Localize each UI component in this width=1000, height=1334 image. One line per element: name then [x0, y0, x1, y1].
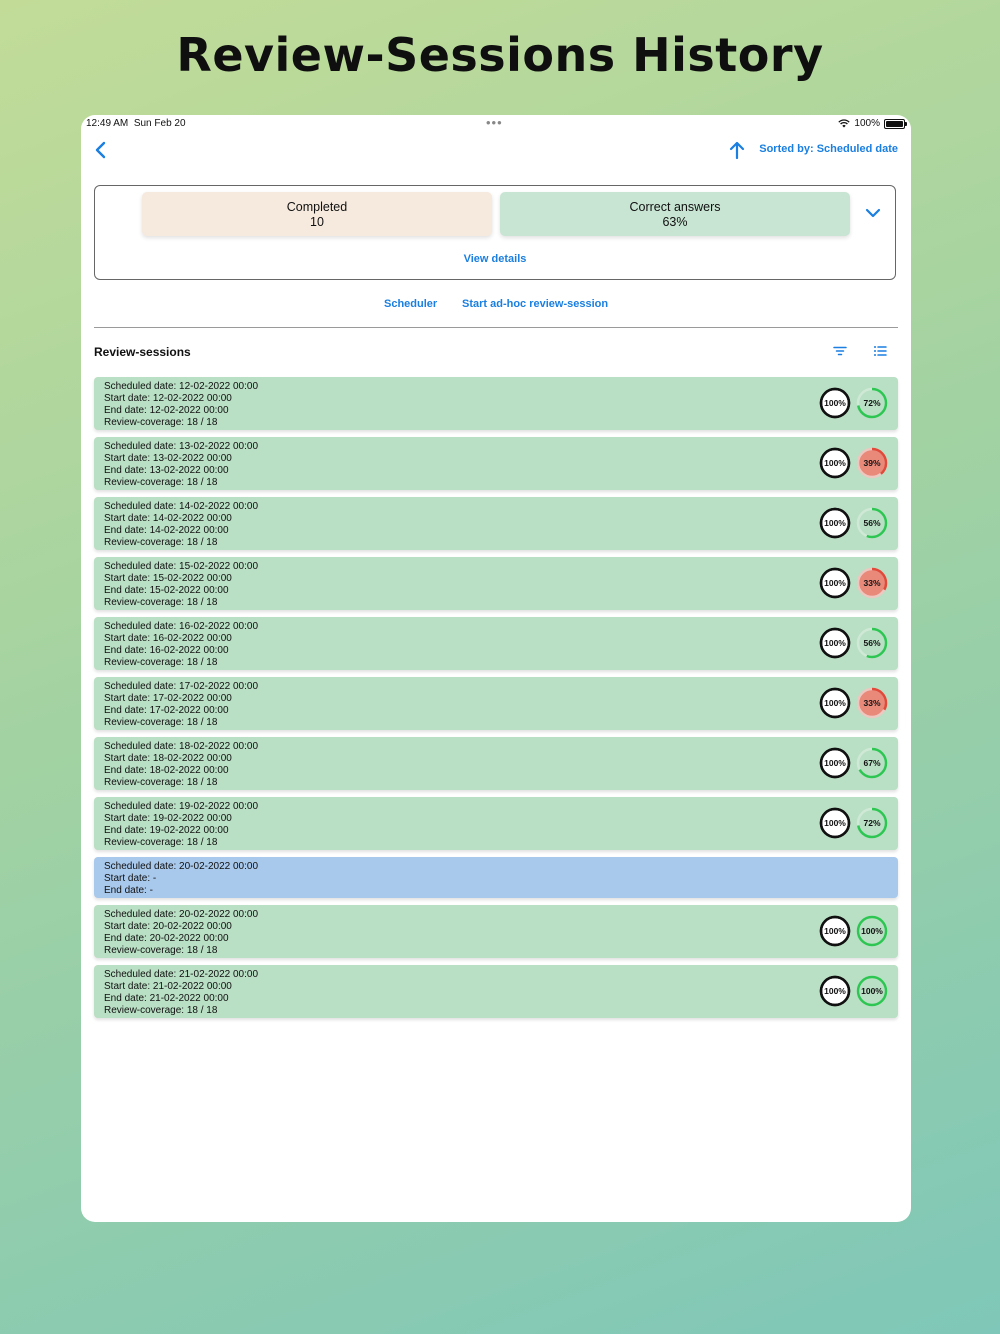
- session-row[interactable]: [94, 905, 898, 958]
- sort-label[interactable]: Sorted by: Scheduled date: [759, 143, 898, 155]
- end-date-text: End date: 12-02-2022 00:00: [104, 405, 229, 416]
- coverage-ring-value: 100%: [824, 698, 846, 708]
- session-row[interactable]: [94, 617, 898, 670]
- section-title: Review-sessions: [94, 345, 191, 359]
- start-date-text: Start date: 18-02-2022 00:00: [104, 753, 232, 764]
- review-coverage-text: Review-coverage: 18 / 18: [104, 945, 218, 956]
- start-date-text: Start date: 13-02-2022 00:00: [104, 453, 232, 464]
- status-time: 12:49 AM: [86, 118, 129, 129]
- session-row[interactable]: [94, 437, 898, 490]
- score-ring-value: 33%: [863, 698, 881, 708]
- coverage-ring: [819, 627, 851, 659]
- end-date-text: End date: 17-02-2022 00:00: [104, 705, 229, 716]
- score-ring-value: 72%: [863, 818, 881, 828]
- coverage-ring: [819, 387, 851, 419]
- coverage-ring-value: 100%: [824, 926, 846, 936]
- session-details: [104, 741, 258, 789]
- end-date-text: End date: 20-02-2022 00:00: [104, 933, 229, 944]
- end-date-text: End date: 15-02-2022 00:00: [104, 585, 229, 596]
- review-coverage-text: Review-coverage: 18 / 18: [104, 477, 218, 488]
- view-details-link[interactable]: View details: [463, 253, 527, 265]
- action-links: [81, 298, 911, 314]
- battery-percent: 100%: [854, 118, 880, 129]
- status-right: [838, 118, 905, 129]
- start-date-text: Start date: 19-02-2022 00:00: [104, 813, 232, 824]
- score-ring: [856, 447, 888, 479]
- review-coverage-text: Review-coverage: 18 / 18: [104, 837, 218, 848]
- session-row[interactable]: [94, 557, 898, 610]
- review-coverage-text: Review-coverage: 18 / 18: [104, 657, 218, 668]
- session-details: [104, 561, 258, 609]
- coverage-ring: [819, 747, 851, 779]
- score-ring-value: 39%: [863, 458, 881, 468]
- score-ring: [856, 975, 888, 1007]
- start-adhoc-session-link[interactable]: Start ad-hoc review-session: [462, 298, 609, 310]
- coverage-ring-value: 100%: [824, 578, 846, 588]
- end-date-text: End date: 16-02-2022 00:00: [104, 645, 229, 656]
- score-ring-value: 100%: [861, 926, 883, 936]
- end-date-text: End date: 14-02-2022 00:00: [104, 525, 229, 536]
- sort-direction-arrow-icon[interactable]: [728, 139, 746, 161]
- correct-answers-label: Correct answers: [629, 200, 721, 214]
- completed-label: Completed: [286, 200, 348, 214]
- score-ring: [856, 567, 888, 599]
- divider: [94, 327, 898, 328]
- start-date-text: Start date: 20-02-2022 00:00: [104, 921, 232, 932]
- score-ring-value: 100%: [861, 986, 883, 996]
- review-coverage-text: Review-coverage: 18 / 18: [104, 417, 218, 428]
- correct-answers-value: 63%: [662, 215, 688, 229]
- session-row[interactable]: [94, 965, 898, 1018]
- session-details: [104, 441, 258, 489]
- scheduled-date-text: Scheduled date: 21-02-2022 00:00: [104, 969, 259, 980]
- session-row[interactable]: [94, 377, 898, 430]
- session-details: [104, 861, 258, 897]
- score-ring: [856, 627, 888, 659]
- coverage-ring-value: 100%: [824, 818, 846, 828]
- start-date-text: Start date: 15-02-2022 00:00: [104, 573, 232, 584]
- scheduled-date-text: Scheduled date: 13-02-2022 00:00: [104, 441, 259, 452]
- coverage-ring-value: 100%: [824, 458, 846, 468]
- coverage-ring: [819, 687, 851, 719]
- session-row[interactable]: [94, 677, 898, 730]
- end-date-text: End date: 19-02-2022 00:00: [104, 825, 229, 836]
- list-order-icon[interactable]: [873, 344, 887, 358]
- session-row[interactable]: [94, 737, 898, 790]
- coverage-ring: [819, 975, 851, 1007]
- multitasking-dots[interactable]: •••: [486, 115, 503, 130]
- scheduled-date-text: Scheduled date: 14-02-2022 00:00: [104, 501, 259, 512]
- score-ring: [856, 807, 888, 839]
- coverage-ring: [819, 447, 851, 479]
- filter-icon[interactable]: [833, 344, 847, 358]
- score-ring: [856, 747, 888, 779]
- session-row[interactable]: [94, 797, 898, 850]
- scheduled-date-text: Scheduled date: 16-02-2022 00:00: [104, 621, 259, 632]
- start-date-text: Start date: 14-02-2022 00:00: [104, 513, 232, 524]
- review-coverage-text: Review-coverage: 18 / 18: [104, 1005, 218, 1016]
- score-ring-value: 67%: [863, 758, 881, 768]
- start-date-text: Start date: 12-02-2022 00:00: [104, 393, 232, 404]
- coverage-ring-value: 100%: [824, 758, 846, 768]
- session-details: [104, 381, 258, 429]
- start-date-text: Start date: -: [104, 873, 157, 884]
- battery-icon: [884, 119, 905, 129]
- nav-bar: [81, 137, 911, 163]
- session-list: [94, 377, 898, 1025]
- score-ring-value: 33%: [863, 578, 881, 588]
- score-ring: [856, 915, 888, 947]
- expand-chevron-down-icon[interactable]: [864, 206, 882, 220]
- score-ring: [856, 387, 888, 419]
- scheduled-date-text: Scheduled date: 12-02-2022 00:00: [104, 381, 259, 392]
- score-ring-value: 72%: [863, 398, 881, 408]
- session-details: [104, 801, 258, 849]
- scheduled-date-text: Scheduled date: 19-02-2022 00:00: [104, 801, 259, 812]
- coverage-ring-value: 100%: [824, 518, 846, 528]
- coverage-ring-value: 100%: [824, 638, 846, 648]
- coverage-ring-value: 100%: [824, 398, 846, 408]
- coverage-ring: [819, 507, 851, 539]
- status-bar: [81, 115, 911, 133]
- end-date-text: End date: -: [104, 885, 153, 896]
- ipad-screen: [81, 115, 911, 1222]
- back-chevron-icon[interactable]: [91, 139, 111, 161]
- start-date-text: Start date: 21-02-2022 00:00: [104, 981, 232, 992]
- scheduled-date-text: Scheduled date: 15-02-2022 00:00: [104, 561, 259, 572]
- completed-value: 10: [310, 215, 324, 229]
- coverage-ring: [819, 915, 851, 947]
- summary-card: [94, 185, 896, 280]
- session-details: [104, 969, 258, 1017]
- end-date-text: End date: 21-02-2022 00:00: [104, 993, 229, 1004]
- session-details: [104, 501, 258, 549]
- coverage-ring: [819, 807, 851, 839]
- coverage-ring: [819, 567, 851, 599]
- session-row[interactable]: [94, 857, 898, 898]
- session-details: [104, 909, 258, 957]
- session-details: [104, 621, 258, 669]
- review-coverage-text: Review-coverage: 18 / 18: [104, 777, 218, 788]
- scheduled-date-text: Scheduled date: 17-02-2022 00:00: [104, 681, 259, 692]
- scheduled-date-text: Scheduled date: 18-02-2022 00:00: [104, 741, 259, 752]
- status-time-date: [86, 118, 186, 129]
- promo-headline: Review-Sessions History: [176, 28, 824, 82]
- scheduled-date-text: Scheduled date: 20-02-2022 00:00: [104, 861, 259, 872]
- end-date-text: End date: 18-02-2022 00:00: [104, 765, 229, 776]
- end-date-text: End date: 13-02-2022 00:00: [104, 465, 229, 476]
- score-ring: [856, 687, 888, 719]
- score-ring: [856, 507, 888, 539]
- score-ring-value: 56%: [863, 518, 881, 528]
- coverage-ring-value: 100%: [824, 986, 846, 996]
- scheduler-link[interactable]: Scheduler: [384, 298, 438, 310]
- session-details: [104, 681, 258, 729]
- correct-answers-stat: [500, 192, 850, 236]
- session-row[interactable]: [94, 497, 898, 550]
- status-date: Sun Feb 20: [133, 118, 186, 129]
- start-date-text: Start date: 16-02-2022 00:00: [104, 633, 232, 644]
- review-coverage-text: Review-coverage: 18 / 18: [104, 597, 218, 608]
- score-ring-value: 56%: [863, 638, 881, 648]
- wifi-icon: [838, 119, 850, 128]
- completed-stat: [142, 192, 492, 236]
- start-date-text: Start date: 17-02-2022 00:00: [104, 693, 232, 704]
- scheduled-date-text: Scheduled date: 20-02-2022 00:00: [104, 909, 259, 920]
- review-coverage-text: Review-coverage: 18 / 18: [104, 717, 218, 728]
- review-coverage-text: Review-coverage: 18 / 18: [104, 537, 218, 548]
